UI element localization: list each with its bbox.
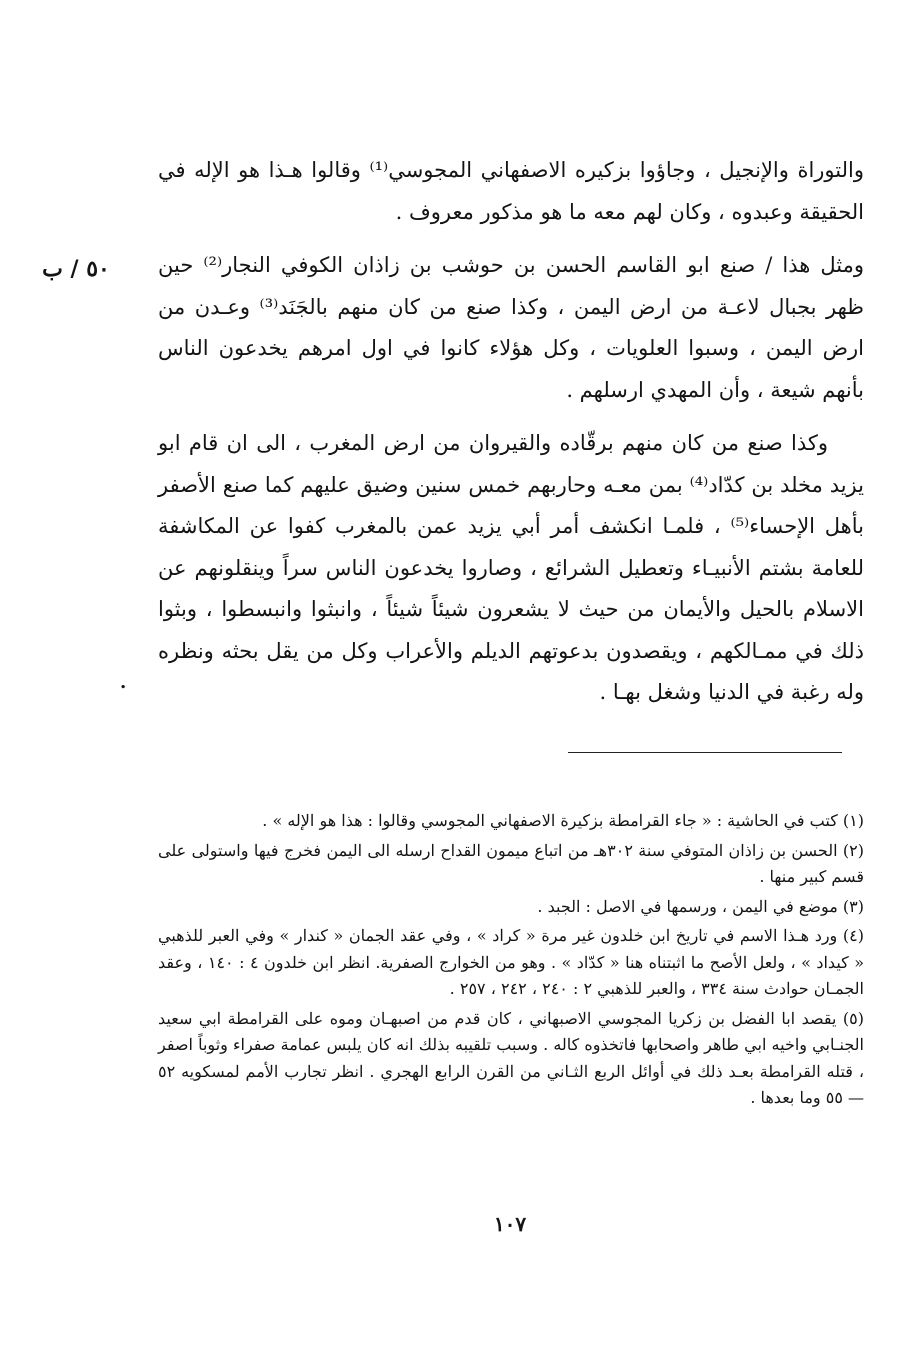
paragraph-2: ومثل هذا / صنع ابو القاسم الحسن بن حوشب بن زاذان الكوفي النجار⁽²⁾ حين ظهر بجبال لاعـة من ارض اليمن ، وكذا صنع من كان منهم بالجَنَد⁽³⁾ وعـدن من ارض اليمن ، وسبوا العلويات ، وكل هؤلاء كانوا في اول امرهم يخدعون الناس بأنهم شيعة ، وأن المهدي ارسلهم . <box>158 253 865 402</box>
footnote-divider <box>568 752 842 753</box>
paragraph-3: وكذا صنع من كان منهم برقّاده والقيروان من ارض المغرب ، الى ان قام ابو يزيد مخلد بن كدّاد⁽⁴⁾ بمن معـه وحاربهم خمس سنين وضيق عليهم كما صنع الأصفر بأهل الإحساء⁽⁵⁾ ، فلمـا انكشف أمر أبي يزيد عمن بالمغرب كفوا عن المكاشفة للعامة بشتم الأنبيـاء وتعطيل الشرائع ، وصاروا يخدعون الناس سراً وينقلونهم عن الاسلام بالحيل والأيمان من حيث لا يشعرون شيئاً شيئاً ، وانبثوا وانبسطوا ، وبثوا ذلك في ممـالكهم ، ويقصدون بدعوتهم الديلم والأعراب وكل من يقل بحثه ونظره وله رغبة في الدنيا وشغل بهـا . <box>158 431 864 704</box>
footnote-3: (٣) موضع في اليمن ، ورسمها في الاصل : الجبد . <box>537 896 864 916</box>
page-number: ١٠٧ <box>493 1212 527 1236</box>
footnote-4: (٤) ورد هـذا الاسم في تاريخ ابن خلدون غير مرة « كراد » ، وفي عقد الجمان « كندار » وفي العبر للذهبي « كيداد » ، ولعل الأصح ما اثبتناه هنا « كدّاد » . وهو من الخوارج الصفرية. انظر ابن خلدون ٤ : ١٤٠ ، وعقد الجمـان حوادث سنة ٣٣٤ ، والعبر للذهبي ٢ : ٢٤٠ ، ٢٤٢ ، ٢٥٧ . <box>158 926 865 998</box>
margin-folio-marker: ٥٠ / ب <box>42 256 110 282</box>
margin-dot: . <box>120 672 127 693</box>
main-text <box>158 150 864 714</box>
footnote-5: (٥) يقصد ابا الفضل بن زكريا المجوسي الاصبهاني ، كان قدم من اصبهـان وموه على القرامطة ابي سعيد الجنـابي واخيه ابي طاهر واصحابها فاتخذوه كاله . وسبب تلقيبه بذلك انه كان يلبس عمامة صفراء وثوباً اصفر ، قتله القرامطة بعـد ذلك في أوائل الربع الثـاني من القرن الرابع الهجري . انظر تجارب الأمم لمسكويه ٥٢ — ٥٥ وما بعدها . <box>158 1008 865 1107</box>
footnote-1: (١) كتب في الحاشية : « جاء القرامطة بزكيرة الاصفهاني المجوسي وقالوا : هذا هو الإله » . <box>262 811 864 830</box>
footnote-2: (٢) الحسن بن زاذان المتوفي سنة ٣٠٢هـ من اتباع ميمون القداح ارسله الى اليمن فخرج فيها واستولى على قسم كبير منها . <box>158 840 864 886</box>
footnotes <box>158 808 864 1115</box>
paragraph-1: والتوراة والإنجيل ، وجاؤوا بزكيره الاصفهاني المجوسي⁽¹⁾ وقالوا هـذا هو الإله في الحقيقة وعبدوه ، وكان لهم معه ما هو مذكور معروف . <box>158 158 864 224</box>
